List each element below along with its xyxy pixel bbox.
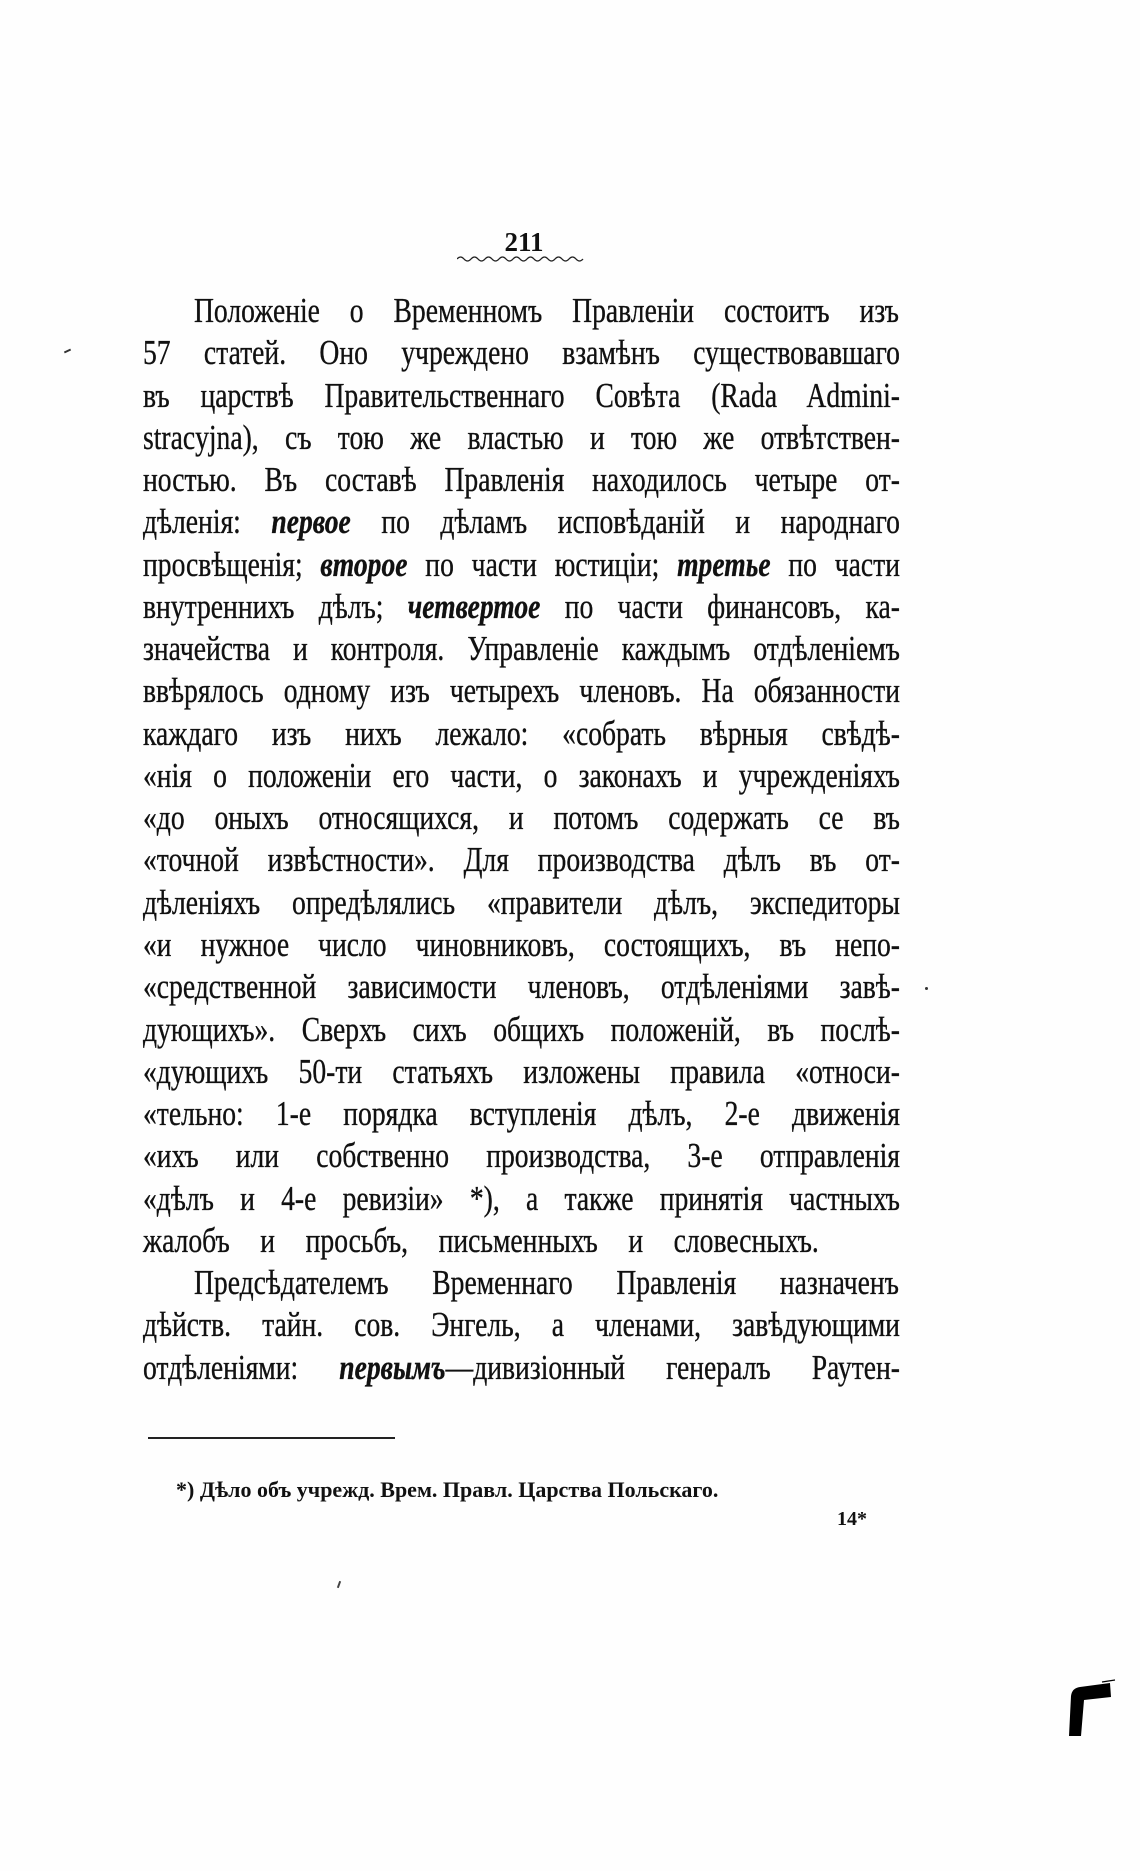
- italic-emphasis: первое: [271, 502, 351, 542]
- text-line: [143, 1304, 900, 1346]
- body-text: [143, 290, 1103, 1389]
- text-line: [143, 586, 900, 628]
- text-line: [143, 332, 900, 374]
- text-line: [143, 966, 900, 1008]
- text-line: [143, 670, 900, 712]
- text-segment: по части: [770, 544, 900, 584]
- text-segment: «точной извѣстности». Для производства дѣлъ въ от-: [143, 840, 900, 880]
- italic-emphasis: второе: [320, 544, 408, 584]
- text-segment: дѣйств. тайн. сов. Энгель, а членами, завѣдующими: [143, 1305, 900, 1345]
- page-number-wavy-underline: [457, 255, 584, 263]
- text-line: [143, 1178, 900, 1220]
- text-line: [194, 290, 899, 332]
- italic-emphasis: третье: [677, 544, 771, 584]
- text-segment: «до оныхъ относящихся, и потомъ содержать се въ: [143, 798, 900, 838]
- text-line: [143, 501, 900, 543]
- text-segment: «средственной зависимости членовъ, отдѣленіями завѣ-: [143, 967, 900, 1007]
- text-line: [143, 755, 900, 797]
- text-segment: дѣленіяхъ опредѣлялись «правители дѣлъ, экспедиторы: [143, 882, 900, 922]
- text-line: [194, 1262, 899, 1304]
- text-segment: Предсѣдателемъ Временнаго Правленія назначенъ: [194, 1263, 899, 1303]
- signature-mark: 14*: [837, 1508, 867, 1530]
- text-line: [143, 1009, 900, 1051]
- text-segment: по дѣламъ исповѣданій и народнаго: [350, 502, 900, 542]
- italic-emphasis: четвертое: [407, 586, 541, 626]
- text-segment: въ царствѣ Правительственнаго Совѣта (Rada Admini-: [143, 375, 900, 415]
- text-segment: «дѣлъ и 4-е ревизіи» *), а также принятія частныхъ: [143, 1178, 900, 1218]
- text-segment: просвѣщенія;: [143, 544, 321, 584]
- text-segment: внутреннихъ дѣлъ;: [143, 586, 408, 626]
- text-line: [143, 1347, 900, 1389]
- page-number: 211: [504, 227, 544, 257]
- scan-artifact: [64, 349, 71, 354]
- text-segment: «тельно: 1-е порядка вступленія дѣлъ, 2-е движенія: [143, 1094, 900, 1134]
- text-segment: Положеніе о Временномъ Правленіи состоитъ изъ: [194, 291, 899, 330]
- text-line: [143, 713, 900, 755]
- text-segment: «нія о положеніи его части, о законахъ и учрежденіяхъ: [143, 755, 900, 795]
- text-line: [143, 924, 900, 966]
- text-line: [143, 459, 900, 501]
- text-segment: по части юстиціи;: [407, 544, 678, 584]
- text-segment: stracyjna), съ тою же властью и тою же отвѣтствен-: [143, 417, 900, 457]
- text-line: [143, 375, 900, 417]
- scan-corner-mark: [1062, 1678, 1116, 1740]
- text-line: [143, 1135, 900, 1177]
- text-segment: «дующихъ 50-ти статьяхъ изложены правила «относи-: [143, 1051, 900, 1091]
- text-segment: значейства и контроля. Управленіе каждымъ отдѣленіемъ: [143, 629, 900, 669]
- scan-artifact: [337, 1581, 341, 1588]
- text-segment: ввѣрялось одному изъ четырехъ членовъ. На обязанности: [143, 671, 900, 711]
- text-segment: ностью. Въ составѣ Правленія находилось четыре от-: [143, 460, 900, 500]
- text-line: [143, 797, 900, 839]
- text-line: [143, 1220, 900, 1262]
- text-line: [143, 417, 900, 459]
- text-line: [143, 1093, 900, 1135]
- text-line: [143, 628, 900, 670]
- text-segment: дующихъ». Сверхъ сихъ общихъ положеній, въ послѣ-: [143, 1009, 900, 1049]
- text-segment: жалобъ и просьбъ, письменныхъ и словесныхъ.: [143, 1220, 819, 1260]
- text-segment: отдѣленіями:: [143, 1347, 340, 1387]
- scan-artifact: [925, 987, 928, 990]
- footnote-divider: [148, 1437, 395, 1439]
- text-segment: 57 статей. Оно учреждено взамѣнъ существовавшаго: [143, 333, 900, 373]
- italic-emphasis: первымъ: [339, 1347, 446, 1387]
- text-line: [143, 544, 900, 586]
- text-segment: «и нужное число чиновниковъ, состоящихъ, въ непо-: [143, 924, 900, 964]
- text-segment: «ихъ или собственно производства, 3-е отправленія: [143, 1136, 900, 1176]
- footnote: *) Дѣло объ учрежд. Врем. Правл. Царства Польскаго.: [176, 1477, 719, 1502]
- text-line: [143, 882, 900, 924]
- text-segment: дѣленія:: [143, 502, 272, 542]
- text-segment: —дивизіонный генералъ Раутен-: [445, 1347, 900, 1387]
- text-segment: каждаго изъ нихъ лежало: «собрать вѣрныя свѣдѣ-: [143, 713, 900, 753]
- text-line: [143, 839, 900, 881]
- text-line: [143, 1051, 900, 1093]
- text-segment: по части финансовъ, ка-: [540, 586, 900, 626]
